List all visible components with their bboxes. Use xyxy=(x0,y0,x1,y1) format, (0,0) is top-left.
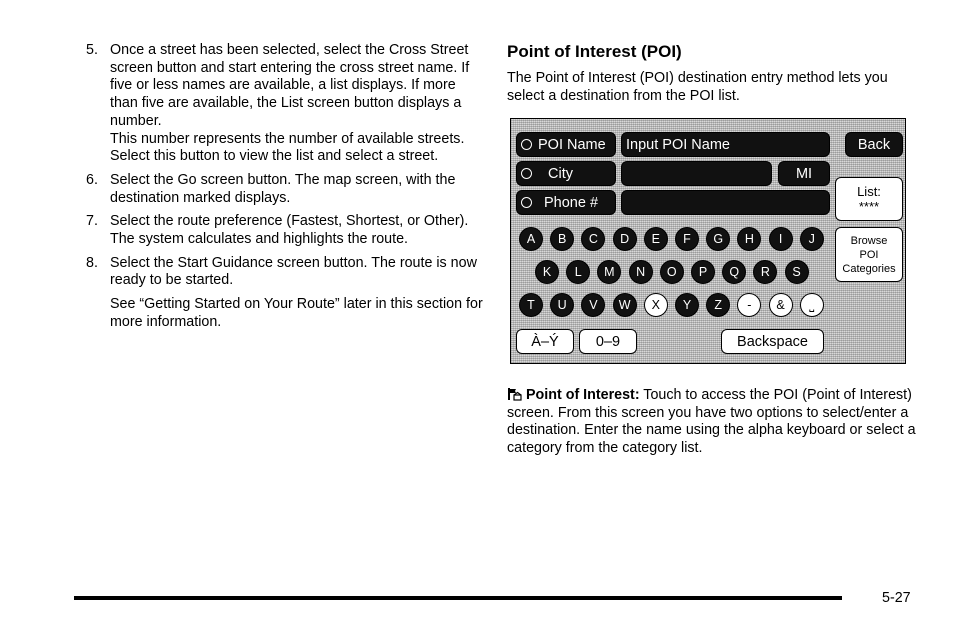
step-number: 7. xyxy=(86,213,98,230)
key-button[interactable]: A xyxy=(519,227,543,251)
key-button[interactable]: E xyxy=(644,227,668,251)
step-number: 6. xyxy=(86,171,98,188)
step-text: Select the Go screen button. The map screen, with the destination marked displays. xyxy=(110,171,456,206)
key-button[interactable]: R xyxy=(753,260,777,284)
key-button[interactable]: I xyxy=(769,227,793,251)
key-button[interactable]: Y xyxy=(675,293,699,317)
radio-icon xyxy=(521,197,532,208)
key-button[interactable]: S xyxy=(785,260,809,284)
city-input[interactable] xyxy=(621,161,772,186)
button-label: 0–9 xyxy=(595,333,621,350)
key-button[interactable]: F xyxy=(675,227,699,251)
poi-icon xyxy=(507,387,523,401)
button-label: À–Ý xyxy=(531,333,559,350)
poi-name-radio-button[interactable] xyxy=(516,132,616,157)
input-placeholder: Input POI Name xyxy=(626,136,730,153)
key-button[interactable]: K xyxy=(535,260,559,284)
step-text: Select the Start Guidance screen button. The route is now ready to be started. xyxy=(110,254,477,289)
list-count: **** xyxy=(858,199,880,214)
button-label: POI Name xyxy=(538,136,606,153)
step-number: 5. xyxy=(86,42,98,58)
step-text: Once a street has been selected, select the Cross Street screen button and start entering the cross street name. If five or less names are available, a list displays. If more than five are available, the List screen button displays a number. xyxy=(110,42,470,129)
key-button[interactable]: ⎵ xyxy=(800,293,824,317)
digits-button[interactable] xyxy=(579,329,637,354)
key-button[interactable]: U xyxy=(550,293,574,317)
back-button[interactable] xyxy=(845,132,903,157)
list-button[interactable] xyxy=(835,177,903,221)
key-button[interactable]: G xyxy=(706,227,730,251)
left-column xyxy=(86,42,486,332)
key-button[interactable]: N xyxy=(629,260,653,284)
radio-icon xyxy=(521,168,532,179)
key-button[interactable]: P xyxy=(691,260,715,284)
radio-icon xyxy=(521,139,532,150)
key-button[interactable]: M xyxy=(597,260,621,284)
step-5 xyxy=(86,42,486,166)
step-8 xyxy=(86,255,486,290)
right-column xyxy=(507,42,917,105)
key-button[interactable]: D xyxy=(613,227,637,251)
key-button[interactable]: T xyxy=(519,293,543,317)
section-heading: Point of Interest (POI) xyxy=(507,42,682,61)
button-label: Categories xyxy=(842,262,896,275)
button-label: Phone # xyxy=(544,194,599,211)
key-button[interactable]: & xyxy=(769,293,793,317)
button-label: Back xyxy=(857,136,891,153)
key-button[interactable]: X xyxy=(644,293,668,317)
poi-description-text: Touch to access the POI (Point of Interest) screen. From this screen you have two options to select/enter a destination. Enter the name using the alpha keyboard or select a category from the category list. xyxy=(507,387,916,457)
key-button[interactable]: W xyxy=(613,293,637,317)
key-button[interactable]: O xyxy=(660,260,684,284)
key-button[interactable]: V xyxy=(581,293,605,317)
step-7 xyxy=(86,213,486,248)
key-button[interactable]: L xyxy=(566,260,590,284)
state-button[interactable] xyxy=(778,161,830,186)
browse-poi-categories-button[interactable] xyxy=(835,227,903,282)
step-6 xyxy=(86,172,486,207)
button-label: Browse xyxy=(850,234,888,247)
step-text-continued: This number represents the number of available streets. Select this button to view the list and select a street. xyxy=(110,130,465,165)
poi-screen-illustration xyxy=(510,118,906,364)
page-number: 5-27 xyxy=(882,590,911,606)
footer-rule xyxy=(74,596,842,600)
poi-description xyxy=(507,387,917,458)
button-label: Backspace xyxy=(737,333,808,350)
step-text: Select the route preference (Fastest, Shortest, or Other). The system calculates and highlights the route. xyxy=(110,213,469,248)
key-button[interactable]: B xyxy=(550,227,574,251)
key-button[interactable]: Q xyxy=(722,260,746,284)
accented-chars-button[interactable] xyxy=(516,329,574,354)
phone-radio-button[interactable] xyxy=(516,190,616,215)
see-also-note: See “Getting Started on Your Route” later in this section for more information. xyxy=(110,296,483,330)
city-radio-button[interactable] xyxy=(516,161,616,186)
button-label: City xyxy=(548,165,573,182)
backspace-button[interactable] xyxy=(721,329,824,354)
poi-name-input[interactable] xyxy=(621,132,830,157)
button-label: List: xyxy=(857,184,881,199)
step-number: 8. xyxy=(86,254,98,271)
button-label: MI xyxy=(795,165,813,182)
section-intro: The Point of Interest (POI) destination entry method lets you select a destination from the POI list. xyxy=(507,70,888,104)
phone-input[interactable] xyxy=(621,190,830,215)
key-button[interactable]: J xyxy=(800,227,824,251)
key-button[interactable]: - xyxy=(737,293,761,317)
poi-label: Point of Interest: xyxy=(526,387,640,403)
key-button[interactable]: H xyxy=(737,227,761,251)
key-button[interactable]: Z xyxy=(706,293,730,317)
key-button[interactable]: C xyxy=(581,227,605,251)
button-label: POI xyxy=(859,248,879,261)
